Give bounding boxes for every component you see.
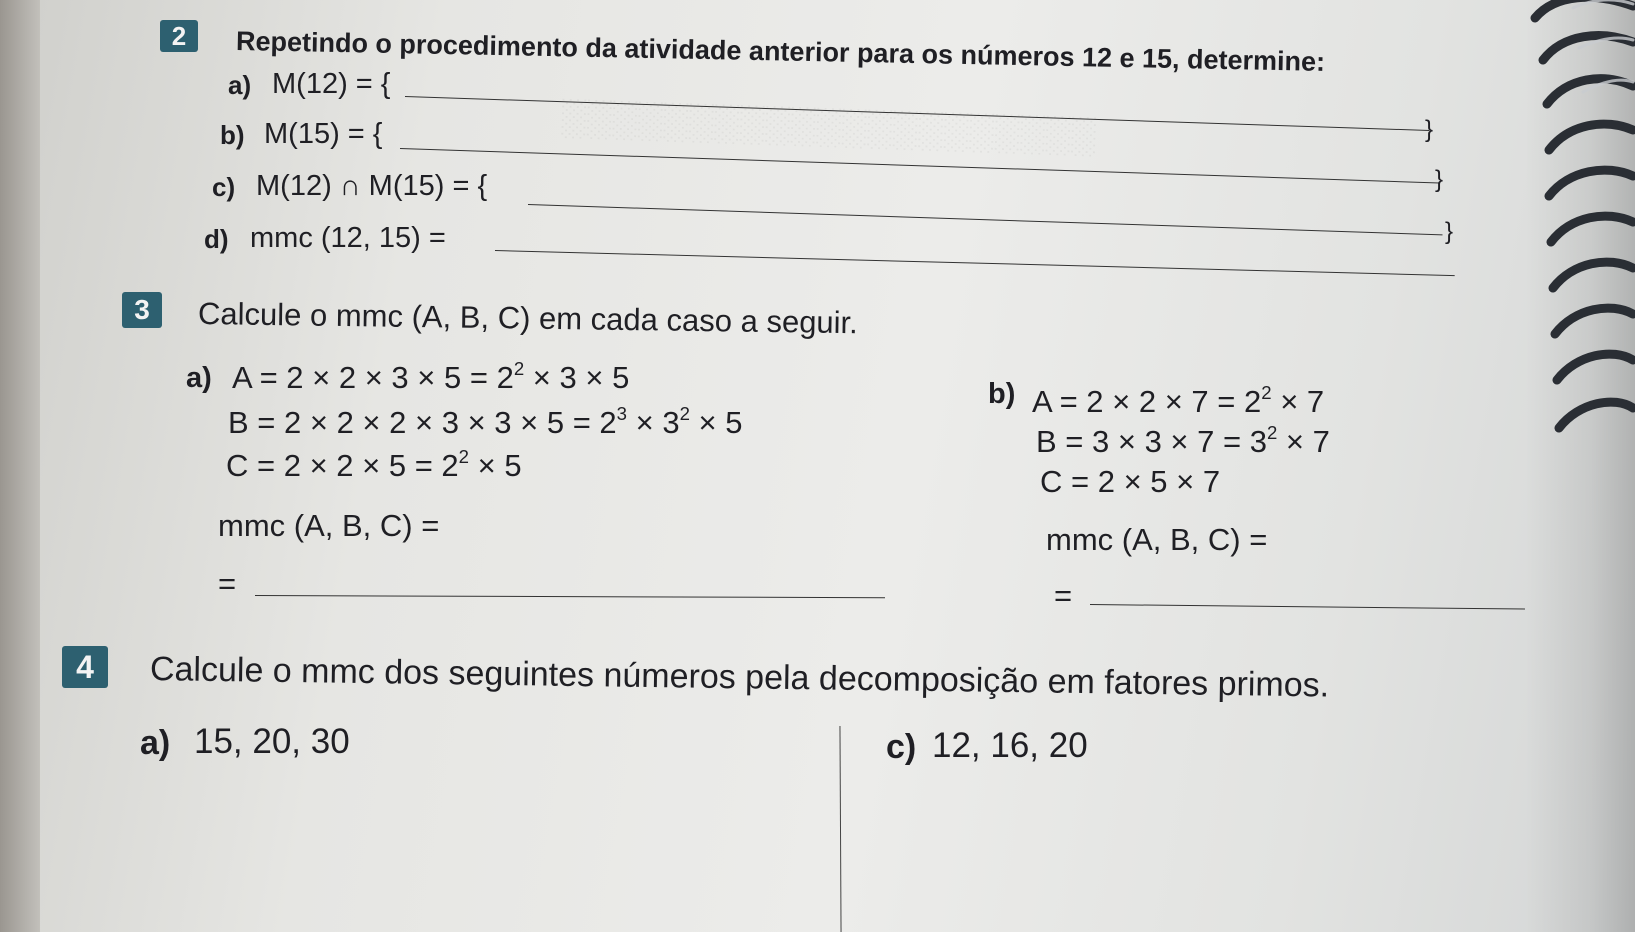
q3b-A-lhs: A = 2 × 2 × 7 = 2	[1032, 384, 1262, 419]
q3a-C-lhs: C = 2 × 2 × 5 = 2	[226, 448, 459, 483]
q3b-A-exponent: 2	[1261, 381, 1272, 403]
q2-item-d-answer-line[interactable]	[495, 250, 1455, 276]
q3a-C-exponent: 2	[458, 445, 470, 467]
q3b-B-lhs: B = 3 × 3 × 7 = 3	[1036, 424, 1267, 459]
q3a-label: a)	[186, 362, 212, 394]
q3a-answer-line[interactable]	[255, 595, 885, 598]
spiral-ring	[1555, 308, 1633, 334]
q3a-A-rhs: × 3 × 5	[524, 360, 630, 395]
q3b-A-rhs: × 7	[1271, 384, 1325, 419]
spiral-ring	[1553, 262, 1633, 288]
q3a-equation-C	[226, 445, 522, 484]
q3b-equals-sign: =	[1054, 578, 1073, 613]
q2-item-c-answer-line[interactable]	[528, 204, 1443, 235]
question-4-prompt: Calcule o mmc dos seguintes números pela decomposição em fatores primos.	[149, 650, 1330, 705]
q2-item-d-close-brace: }	[1445, 218, 1454, 245]
q2-item-a-label: a)	[228, 70, 252, 100]
q3a-B-mid: × 3	[627, 405, 680, 440]
show-through-text: ░░░░░░░░░░░░░░░░░░░░░	[559, 95, 1097, 156]
q3a-mmc-expression: mmc (A, B, C) =	[218, 508, 440, 543]
q3b-equation-B	[1036, 421, 1330, 460]
q3a-B-rhs: × 5	[689, 405, 743, 440]
q4c-values: 12, 16, 20	[932, 726, 1088, 765]
question-3-badge: 3	[122, 292, 162, 328]
q4a-values: 15, 20, 30	[194, 722, 350, 761]
q3a-A-exponent: 2	[513, 357, 525, 379]
q3b-B-exponent: 2	[1266, 421, 1278, 443]
q3a-B-exponent-2: 2	[679, 402, 690, 424]
q3b-label: b)	[988, 378, 1016, 410]
q2-item-b-answer-line[interactable]	[400, 148, 1439, 183]
q2-item-a-expr: M(12) = {	[272, 68, 391, 100]
spiral-ring	[1557, 354, 1633, 380]
page-left-edge	[0, 0, 40, 932]
question-2-badge: 2	[160, 20, 198, 52]
spiral-ring	[1547, 79, 1633, 104]
q2-item-c-label: c)	[212, 172, 236, 202]
q3a-A-lhs: A = 2 × 2 × 3 × 5 = 2	[232, 360, 514, 395]
question-3-prompt: Calcule o mmc (A, B, C) em cada caso a seguir.	[197, 296, 859, 341]
q3b-answer-line[interactable]	[1090, 604, 1525, 610]
q3a-equation-B	[228, 402, 743, 441]
q3b-B-rhs: × 7	[1277, 424, 1330, 459]
question-2-prompt: Repetindo o procedimento da atividade anterior para os números 12 e 15, determine:	[235, 26, 1326, 77]
question-4-badge: 4	[62, 646, 108, 688]
q3a-B-lhs: B = 2 × 2 × 2 × 3 × 3 × 5 = 2	[228, 405, 617, 440]
spiral-ring	[1549, 170, 1633, 196]
q3a-equation-A	[232, 357, 630, 396]
q2-item-b-expr: M(15) = {	[264, 118, 383, 150]
q3a-B-exponent-1: 3	[616, 402, 628, 424]
q4c-label: c)	[886, 728, 917, 766]
q2-item-c-expr: M(12) ∩ M(15) = {	[256, 170, 488, 202]
spiral-ring	[1551, 216, 1633, 242]
q2-item-b-label: b)	[220, 120, 245, 150]
spiral-ring	[1549, 124, 1633, 150]
q2-item-d-label: d)	[204, 224, 229, 254]
q2-item-c-close-brace: }	[1435, 166, 1444, 193]
q4-column-divider	[839, 726, 841, 932]
spiral-ring	[1559, 402, 1633, 428]
q3b-equation-C: C = 2 × 5 × 7	[1040, 464, 1221, 499]
q3a-equals-sign: =	[218, 566, 237, 601]
q3b-mmc-expression: mmc (A, B, C) =	[1046, 522, 1268, 557]
q2-item-d-expr: mmc (12, 15) =	[250, 222, 446, 254]
q3a-C-rhs: × 5	[469, 448, 522, 483]
spiral-binding	[1515, 0, 1635, 932]
q2-item-b-close-brace: }	[1425, 116, 1434, 143]
q3b-equation-A	[1032, 381, 1325, 420]
q4a-label: a)	[140, 724, 171, 762]
